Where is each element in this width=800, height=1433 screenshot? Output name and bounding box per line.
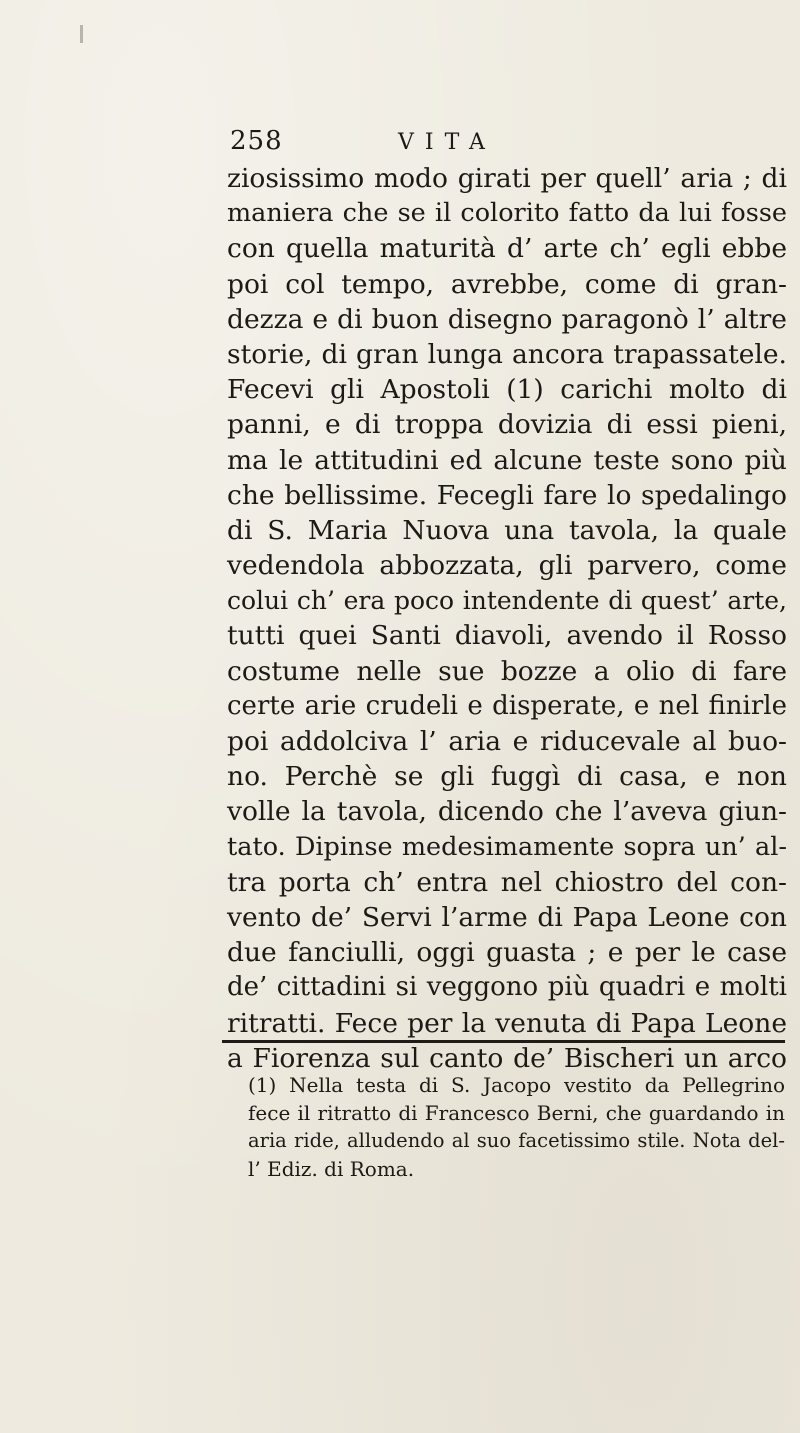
footnote [248, 1071, 785, 1183]
page-number: 258 [230, 126, 283, 156]
text-line: maniera che se il colorito fatto da lui fosse [227, 198, 787, 229]
text-line: con quella maturità d’ arte ch’ egli ebbe [227, 233, 787, 265]
footnote-rule [222, 1040, 785, 1043]
footnote-line: aria ride, alludendo al suo facetissimo stile. Nota del- [248, 1129, 785, 1152]
text-line: de’ cittadini si veggono più quadri e molti [227, 972, 787, 1003]
text-line: due fanciulli, oggi guasta ; e per le case [227, 937, 787, 969]
footnote-line: (1) Nella testa di S. Jacopo vestito da Pellegrino [248, 1073, 785, 1097]
text-line: costume nelle sue bozze a olio di fare [227, 655, 787, 687]
text-line: tutti quei Santi diavoli, avendo il Rosso [227, 620, 787, 652]
body-text [227, 161, 787, 1076]
text-line: certe arie crudeli e disperate, e nel finirle [227, 690, 787, 721]
text-line: Fecevi gli Apostoli (1) carichi molto di [227, 374, 787, 406]
text-line: che bellissime. Fecegli fare lo spedalingo [227, 479, 787, 511]
text-line: a Fiorenza sul canto de’ Bischeri un arco [227, 1042, 787, 1074]
footnote-line: fece il ritratto di Francesco Berni, che guardando in [248, 1101, 785, 1125]
text-line: tra porta ch’ entra nel chiostro del con- [227, 866, 787, 898]
footnote-line: l’ Ediz. di Roma. [248, 1157, 415, 1181]
text-line: storie, di gran lunga ancora trapassatele. [227, 338, 787, 370]
text-line: ma le attitudini ed alcune teste sono più [227, 444, 787, 476]
page-edge-mark [80, 25, 83, 43]
text-line: ritratti. Fece per la venuta di Papa Leone [227, 1007, 787, 1039]
text-line: vedendola abbozzata, gli parvero, come [227, 550, 787, 582]
text-line: vento de’ Servi l’arme di Papa Leone con [227, 901, 787, 933]
text-line: ziosissimo modo girati per quell’ aria ; di [227, 163, 787, 194]
text-line: poi col tempo, avrebbe, come di gran- [227, 268, 787, 300]
text-line: di S. Maria Nuova una tavola, la quale [227, 514, 787, 546]
text-line: panni, e di troppa dovizia di essi pieni, [227, 409, 787, 441]
text-line: dezza e di buon disegno paragonò l’ altre [227, 303, 787, 335]
running-head: VITA [398, 130, 496, 155]
text-line: volle la tavola, dicendo che l’aveva giun- [227, 796, 787, 828]
text-line: colui ch’ era poco intendente di quest’ arte, [227, 586, 787, 616]
text-line: no. Perchè se gli fuggì di casa, e non [227, 761, 787, 793]
text-line: poi addolciva l’ aria e riducevale al buo- [227, 726, 787, 757]
page-header [230, 126, 670, 166]
text-line: tato. Dipinse medesimamente sopra un’ al- [227, 831, 787, 862]
